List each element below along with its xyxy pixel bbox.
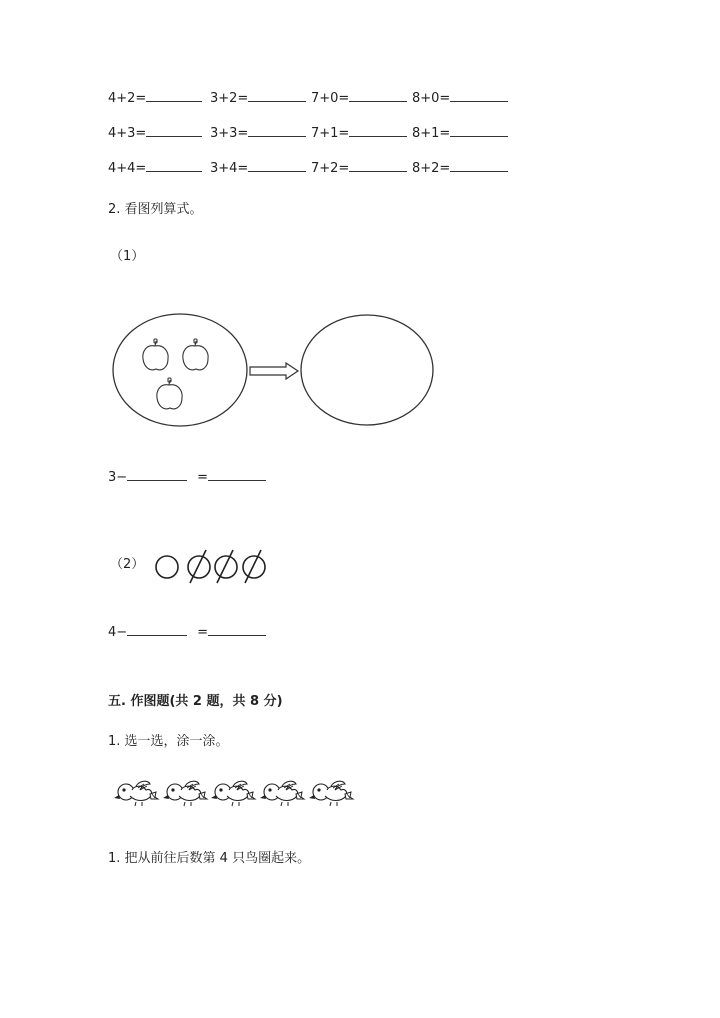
equation-text: 8+2= [412,161,451,176]
section-5-instruction: 1. 把从前往后数第 4 只鸟圈起来。 [108,851,311,866]
part-1-label: （1） [110,249,145,264]
equation-text: 8+0= [412,91,451,106]
formula-equals: = [197,625,209,640]
bird-icon [163,781,207,806]
equation-text: 4+2= [108,91,147,106]
equation-text: 3+4= [210,161,249,176]
formula-start: 3− [108,470,128,485]
bird-icon [260,781,304,806]
bird-icon [211,781,255,806]
equation-text: 7+1= [311,126,350,141]
equation-text: 3+2= [210,91,249,106]
part-2-label: （2） [110,557,145,572]
equation-text: 8+1= [412,126,451,141]
section-5-question-1: 1. 选一选，涂一涂。 [108,734,229,749]
equation-text: 3+3= [210,126,249,141]
section-5-title: 五. 作图题(共 2 题，共 8 分) [108,694,283,709]
equation-text: 7+2= [311,161,350,176]
equation-text: 4+4= [108,161,147,176]
bird-icon [309,781,353,806]
formula-start: 4− [108,625,128,640]
question-2-title: 2. 看图列算式。 [108,202,203,217]
equation-text: 7+0= [311,91,350,106]
bird-icon [114,781,158,806]
equation-text: 4+3= [108,126,147,141]
formula-equals: = [197,470,209,485]
